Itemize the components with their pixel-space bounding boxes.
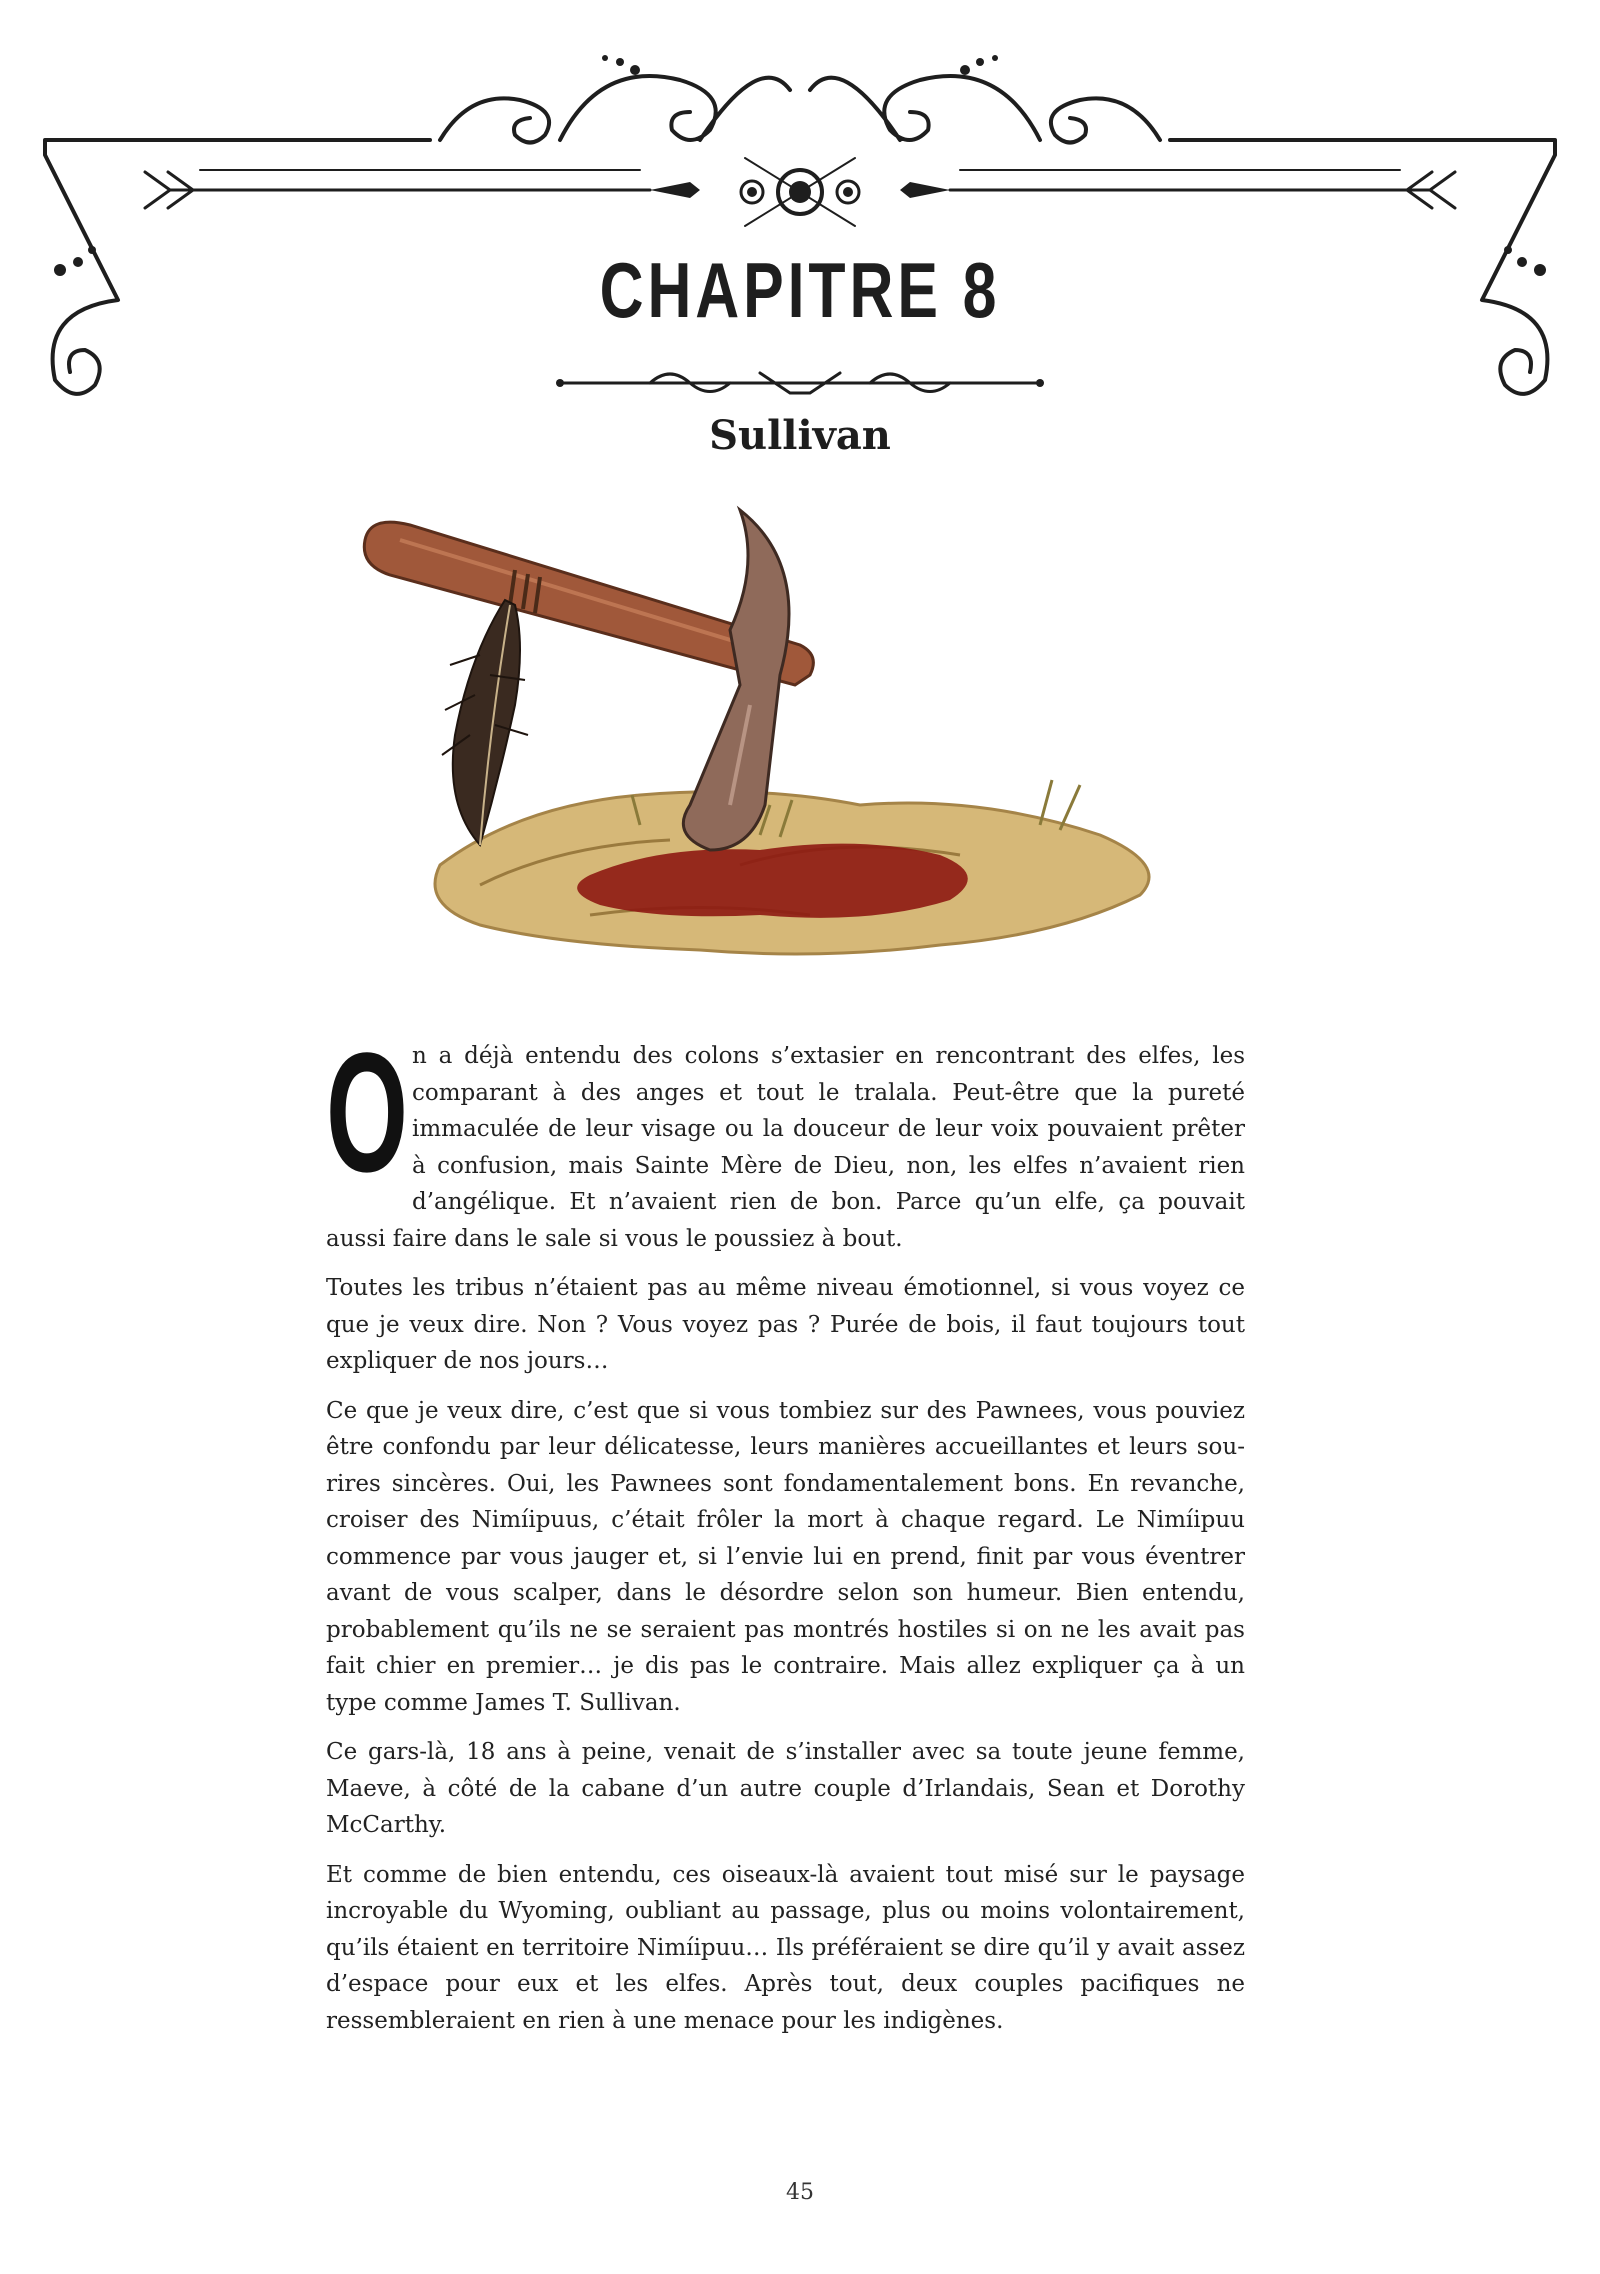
tomahawk-icon bbox=[340, 505, 1200, 985]
top-scroll-right bbox=[810, 76, 1160, 143]
top-scroll-left bbox=[440, 76, 790, 143]
page-number: 45 bbox=[786, 2180, 814, 2205]
chapter-body bbox=[326, 1018, 1245, 2052]
chapter-title: CHAPITRE 8 bbox=[599, 246, 1001, 334]
paragraph-1 bbox=[326, 1018, 1245, 1257]
paragraph-2: Toutes les tribus n’étaient pas au même niveau émotionnel, si vous voyez ce que je veux dire. Non ? Vous voyez pas ? Purée de bois, il faut toujours tout expliquer de nos jours… bbox=[326, 1275, 1245, 1374]
chapter-subtitle: Sullivan bbox=[709, 412, 891, 459]
paragraph-1-text: n a déjà entendu des colons s’extasier en rencontrant des elfes, les comparant à des anges et tout le tralala. Peut-être que la pureté immaculée de leur visage ou la douceur de leur voix pouvaient prêter à confusion, mais Sainte Mère de Dieu, non, les elfes n’avaient rien d’angélique. Et n’avaient rien de bon. Parce qu’un elfe, ça pouvait aussi faire dans le sale si vous le poussiez à bout. bbox=[326, 1043, 1245, 1252]
paragraph-5: Et comme de bien entendu, ces oiseaux-là avaient tout misé sur le paysage incroyable du Wyoming, oubliant au passage, plus ou moins volontairement, qu’ils étaient en territoire Nimíipuu… Ils préféraient se dire qu’il y avait assez d’espace pour eux et les elfes. Après tout, deux couples pacifiques ne ressembleraient en rien à une menace pour les indigènes. bbox=[326, 1861, 1245, 2034]
paragraph-3: Ce que je veux dire, c’est que si vous tombiez sur des Pawnees, vous pouviez être confondu par leur délicatesse, leurs manières accueillantes et leurs sourires sincères. Oui, les Pawnees sont fondamentalement bons. En revanche, croiser des Nimíipuus, c’était frôler la mort à chaque regard. Le Nimíipuu commence par vous jauger et, si l’envie lui en prend, finit par vous éventrer avant de vous scalper, dans le désordre selon son humeur. Bien entendu, probablement qu’ils ne se seraient pas montrés hostiles si on ne les avait pas fait chier en premier… je dis pas le contraire. Mais allez expliquer ça à un type comme James T. Sullivan. bbox=[326, 1397, 1245, 1716]
paragraph-4: Ce gars-là, 18 ans à peine, venait de s’installer avec sa toute jeune femme, Maeve, à côté de la cabane d’un autre couple d’Irlandais, Sean et Dorothy McCarthy. bbox=[326, 1739, 1245, 1838]
drop-cap: O bbox=[326, 1018, 408, 1208]
feather bbox=[453, 600, 520, 845]
